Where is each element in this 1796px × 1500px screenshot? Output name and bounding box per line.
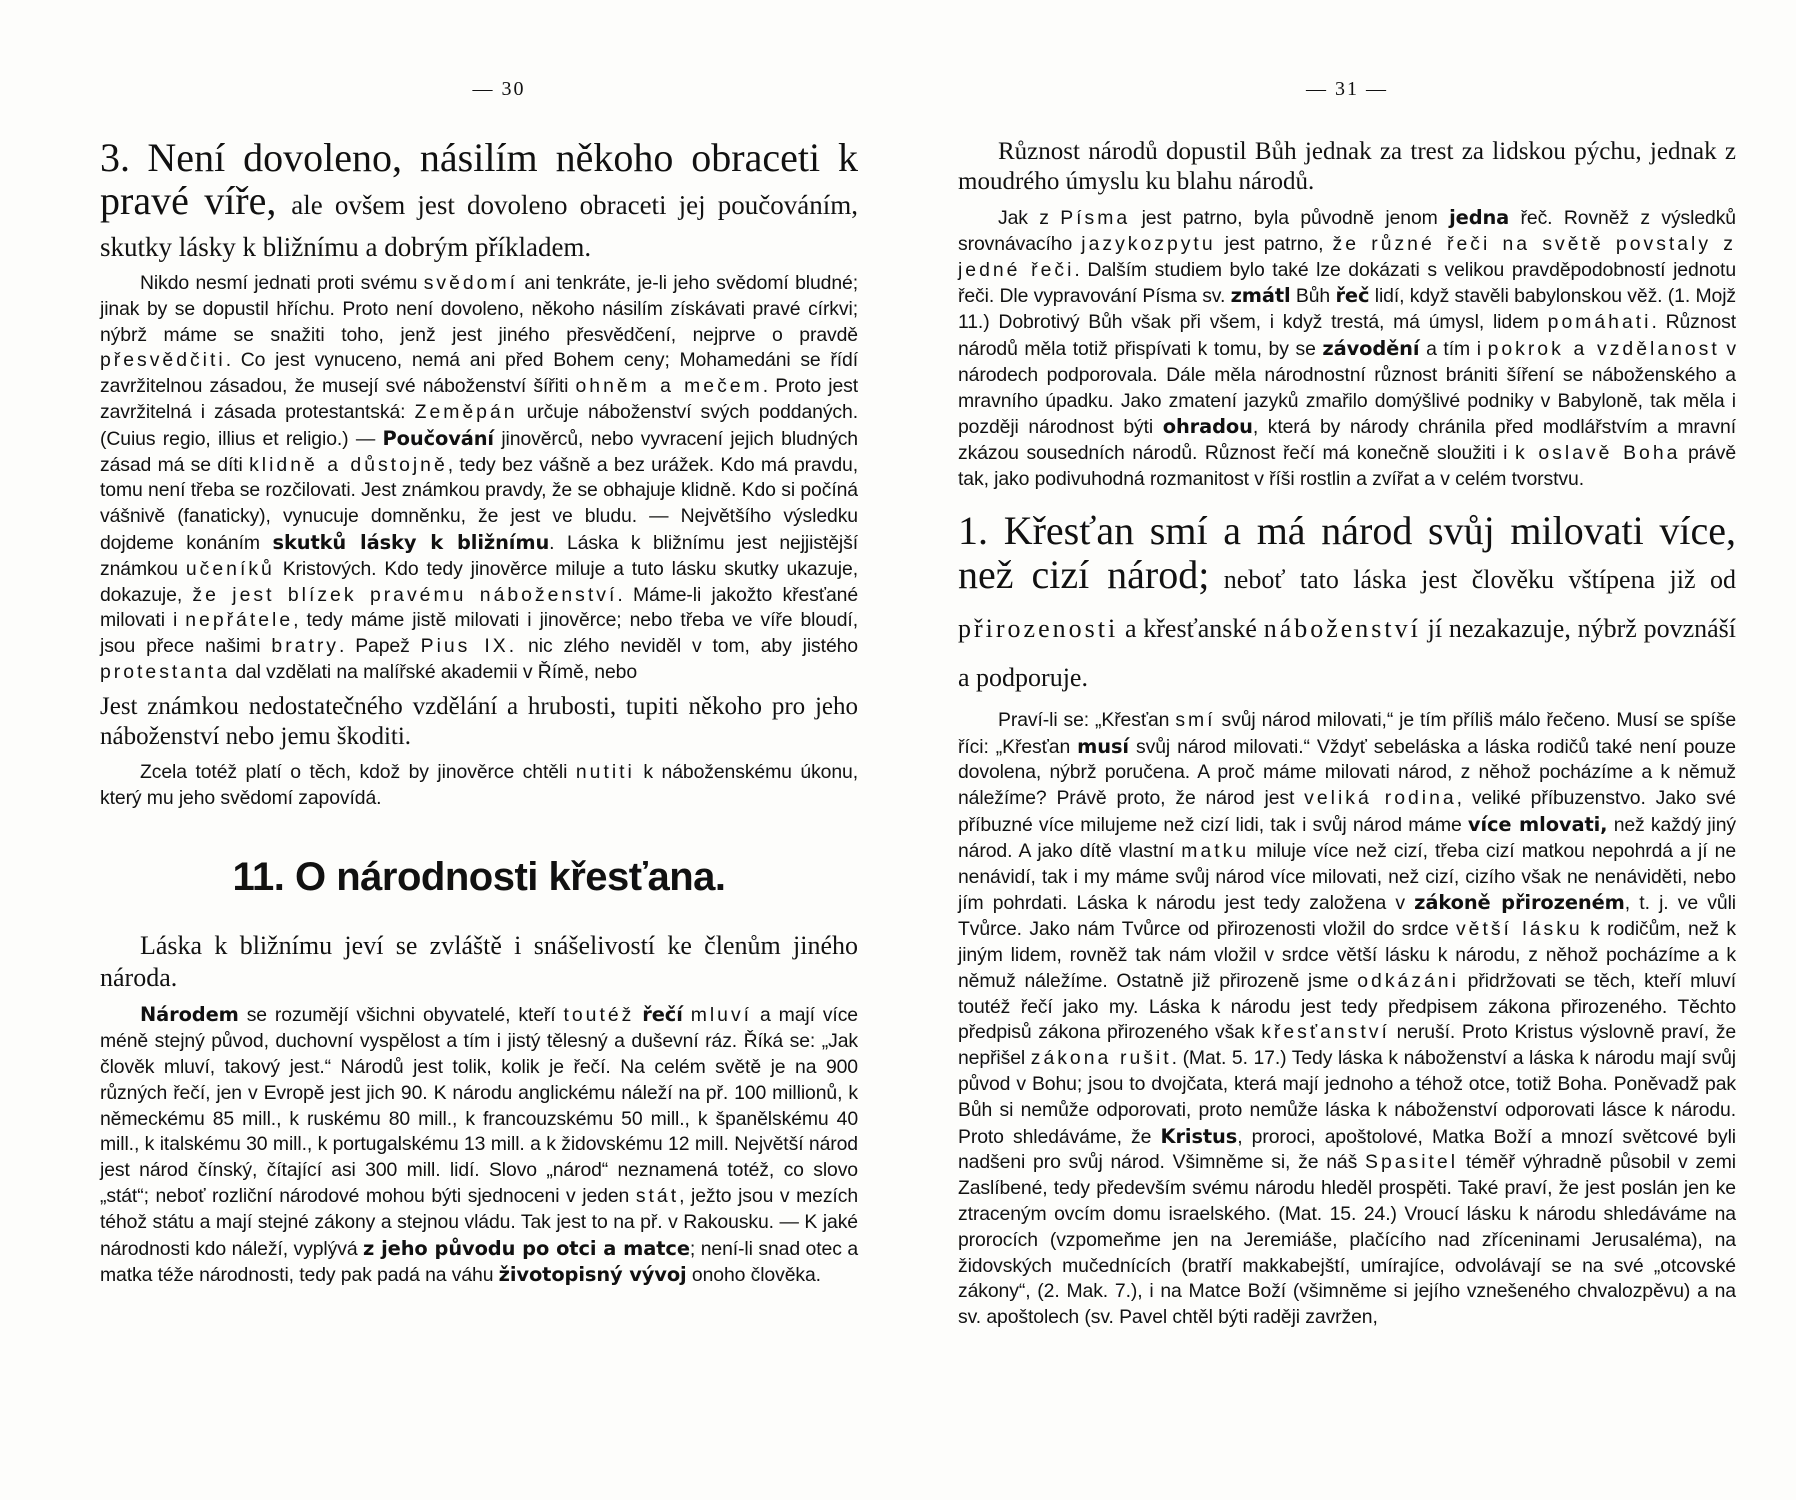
text-bold: řečí	[642, 1003, 683, 1027]
paragraph	[100, 271, 858, 686]
page-number: — 31 —	[1306, 78, 1388, 100]
text-run: Zcela totéž platí o těch, kdož by jinověrce chtěli	[140, 760, 576, 783]
text-run: . Co jest vynuceno, nemá ani před Bohem ceny; Mohamedáni se řídí zavržitelnou zásadou, že musejí své náboženství šířiti	[100, 349, 858, 398]
text-spaced: jazykozpytu	[1081, 232, 1216, 255]
heading-title: Křesťan smí a má národ svůj milovati více, než cizí národ;	[958, 507, 1737, 597]
text-run: a mají více méně stejný původ, duchovní vyspělost a tím i jistý tělesný a duševní ráz. Říká se: „Jak člověk mluví, takový jest.“ Národů jest tolik, kolik je řečí. Na celém světě je na 900 různých řečí, jen v Evropě jest jich 90. K národu anglickému náleží na př. 100 millionů, k německému 85 mill., k ruskému 80 mill., k francouzskému 50 mill., k španělskému 40 mill., k italskému 30 mill., k portugalskému 13 mill. a k židovskému 12 mill. Největší národ jest národ čínský, čítající asi 300 mill. lidí. Slovo „národ“ neznamená totéž, co slovo „stát“; neboť rozliční národové mohou býti sjednoceni v jeden	[100, 1004, 858, 1207]
text-run: Jak z	[998, 207, 1061, 229]
page-number: — 30	[472, 78, 526, 100]
text-run: se rozumějí všichni obyvatelé, kteří	[238, 1004, 564, 1027]
text-run: . (Mat. 5. 17.) Tedy láska k náboženství a láska k národu mají svůj původ v Bohu; jsou to dvojčata, která mají jednoho a téhož otce, totiž Boha. Poněvadž pak Bůh si nemůže odporovati, proto nemůže láska k náboženství odporovati lásce k národu. Proto shledáváme, že	[958, 1047, 1737, 1148]
text-run	[683, 1004, 691, 1026]
text-run: svůj národ milovati.“ Vždyť sebeláska a láska rodičů také není pouze dovolena, nýbrž poručena. A proč máme milovati národ, z něhož pocházíme a k němuž náležíme? Právě proto, že národ jest	[958, 735, 1736, 810]
text-run: svůj národ milovati,“ je tím příliš málo řečeno. Musí se spíše říci: „Křesťan	[958, 708, 1737, 758]
text-run: řeč. Rovněž z výsledků srovnávacího	[958, 207, 1736, 255]
text-bold: jedna	[1449, 206, 1510, 229]
text-bold: ohradou	[1162, 415, 1253, 439]
text-run: miluje více než cizí, třeba cizí matkou nepohrdá a jí ne nenávidí, tak i my máme svůj národ více milovati, než cizí, cizího však ne nenáviděti, nebo jím pohrdati. Láska k národu jest tedy založena v	[958, 839, 1736, 915]
text-run: k náboženskému úkonu, který mu jeho svědomí zapovídá.	[100, 760, 859, 809]
text-run: lidí, když stavěli babylonskou věž. (1. Mojž 11.) Dobrotivý Bůh však při všem, i když trestá, má úmysl, lidem	[958, 285, 1736, 334]
text-bold: skutků lásky k bližnímu	[272, 530, 550, 554]
text-run: Bůh	[1290, 285, 1336, 308]
text-run: v národech podporovala. Dále měla národnostní různost brániti šíření se náboženského a mravního úpadku. Jako zmatení jazyků zmařilo domýšlivé podniky v Babyloně, tak měla i později národnost býti	[958, 337, 1736, 439]
text-run: určuje náboženství svých poddaných. (Cuius regio, illius et religio.) —	[100, 400, 858, 450]
text-spaced: protestanta	[100, 660, 231, 683]
lead-statement: Různost národů dopustil Bůh jednak za trest za lidskou pýchu, jednak z moudrého úmyslu ku blahu národů.	[958, 138, 1736, 195]
text-run: než každý jiný národ. A jako dítě vlastní	[958, 813, 1736, 862]
paragraph	[958, 205, 1736, 493]
text-spaced: křesťanství	[1261, 1021, 1390, 1044]
heading-rest: jí nezakazuje, nýbrž povznáší a podporuje.	[958, 613, 1737, 692]
text-spaced: pomáhati	[1547, 311, 1652, 334]
heading-rest: ale ovšem jest dovoleno obraceti jej poučováním, skutky lásky k bližnímu a dobrým příkladem.	[100, 190, 858, 262]
text-bold: řeč	[1335, 284, 1370, 308]
text-run: jest patrno,	[1215, 232, 1333, 255]
text-bold: zmátl	[1230, 284, 1291, 308]
paragraph	[100, 1002, 858, 1289]
text-run: k rodičům, než k jiným lidem, rovněž tak nám vložil v srdce větší lásku k národu, z něhož pocházíme a k němuž náležíme. Ostatně již přirozeně jsme	[958, 918, 1736, 992]
text-run: , ježto jsou v mezích téhož státu a mají stejné zákony a stejnou vládu. Tak jest to na př. v Rakousku. — K jaké národnosti kdo náleží, vyplývá	[100, 1184, 859, 1260]
text-bold: zákoně přirozeném	[1414, 891, 1625, 915]
text-spaced: přesvědčiti	[100, 349, 226, 372]
text-run: . Láska k bližnímu jest nejjistější známkou	[100, 531, 858, 580]
heading-spaced: náboženství	[1263, 613, 1421, 643]
paragraph	[958, 708, 1736, 1331]
text-run: nic zlého neviděl v tom, aby jistého	[517, 635, 858, 658]
text-spaced: Zeměpán	[414, 400, 518, 423]
text-run: Nikdo nesmí jednati proti svému	[140, 272, 424, 294]
text-spaced: že jest blízek pravému náboženství	[192, 583, 618, 606]
text-run: právě tak, jako podivuhodná rozmanitost v říši rostlin a zvířat a v celém tvorstvu.	[958, 442, 1737, 490]
text-run: ; není-li snad otec a matka téže národnosti, tedy pak padá na váhu	[100, 1237, 859, 1287]
text-run: téměř výhradně působil v zemi Zaslíbené, tedy především svému národu hleděl prospěti. Také praví, že jest poslán jen ke ztraceným ovcím domu israelského. (Mat. 15. 24.) Vroucí lásku k národu shledáváme na prorocích (vzpomeňme jen na Jeremiáše, plačícího nad zříceninami Jerusaléma), na židovských mučednících (bratří makkabejští, umírajíce, odvolávají se na své „otcovské zákony“, (2. Mak. 7.), i na Matce Boží (všimněme si jejího vznešeného chvalozpěvu) a na sv. apoštolech (sv. Pavel chtěl býti raději zavržen,	[958, 1151, 1736, 1329]
heading-title: Není dovoleno, násilím někoho obraceti k pravé víře,	[100, 135, 858, 223]
section-heading	[100, 137, 858, 265]
heading-spaced: přirozenosti	[958, 613, 1119, 643]
text-run: přidržovati se těch, kteří mluví toutéž řečí jako my. Láska k národu jest tedy předpisem zákona přirozeného. Těchto předpisů zákona přirozeného však	[958, 969, 1737, 1044]
text-run: , veliké příbuzenstvo. Jako své příbuzné více milujeme než cizí lidi, tak i svůj národ máme	[958, 787, 1736, 836]
text-spaced: klidně a důstojně	[249, 453, 448, 476]
text-run: . Papež	[339, 635, 421, 658]
text-spaced: pokrok a vzdělanost	[1487, 337, 1720, 360]
text-run: , proroci, apoštolové, Matka Boží a mnozí světcové byli nadšeni pro svůj národ. Všimněme si, že náš	[958, 1125, 1736, 1174]
text-spaced: Písma	[1060, 207, 1131, 229]
chapter-title: 11. O národnosti křesťana.	[232, 855, 726, 900]
text-run: dal vzdělati na malířské akademii v Římě, nebo	[230, 660, 638, 683]
text-spaced: mluví	[690, 1004, 753, 1027]
text-run: . Dalším studiem bylo také lze dokázati s velikou pravděpodobností jednotu řeči. Dle vypravování Písma sv.	[958, 258, 1736, 308]
text-spaced: Spasitel	[1365, 1151, 1459, 1174]
text-run: jest patrno, byla původně jenom	[1130, 207, 1450, 229]
text-spaced: ohněm a mečem	[575, 375, 763, 398]
text-run: a tím i	[1419, 337, 1488, 360]
heading-rest: neboť tato láska jest člověku vštípena již od	[1209, 564, 1736, 594]
text-bold: Národem	[140, 1003, 239, 1027]
text-spaced: odkázáni	[1357, 969, 1459, 992]
text-run: . Máme-li jakožto křesťané milovati i	[100, 583, 858, 632]
text-run: , tedy máme jistě milovati i jinověrce; nebo třeba ve víře bloudí, jsou přece našimi	[100, 609, 858, 658]
text-bold: Kristus	[1160, 1124, 1238, 1148]
text-spaced: toutéž	[563, 1004, 635, 1027]
text-spaced: zákona rušit	[1030, 1047, 1172, 1070]
text-spaced: nepřátele	[185, 609, 294, 632]
text-spaced: svědomí	[423, 272, 518, 294]
text-spaced: nutiti	[575, 760, 635, 783]
text-bold: musí	[1077, 734, 1129, 758]
text-bold: více mlovati,	[1467, 812, 1608, 836]
text-spaced: stát	[635, 1184, 680, 1207]
text-run: jinověrců, nebo vyvracení jejich bludných zásad má se díti	[100, 427, 858, 476]
lead-statement: Jest známkou nedostatečného vzdělání a hrubosti, tupiti někoho pro jeho náboženství nebo jemu škoditi.	[100, 692, 858, 750]
text-run: . Různost národů měla totiž přispívati k tomu, by se	[958, 311, 1736, 360]
text-run: Praví-li se: „Křesťan	[998, 708, 1176, 731]
text-spaced: že různé řeči na světě povstaly z jedné řeči	[958, 232, 1737, 281]
text-spaced: větší lásku	[1455, 918, 1583, 941]
right-page	[898, 0, 1796, 1500]
heading-number: 3.	[100, 135, 130, 180]
text-bold: Poučování	[382, 426, 494, 450]
text-run: , t. j. ve vůli Tvůrce. Jako nám Tvůrce od přirozenosti vložil do srdce	[958, 892, 1736, 941]
text-run: , která by národy chránila před modlářstvím a mravní zkázou sousedních národů. Různost řečí má konečně sloužiti i	[958, 416, 1736, 465]
text-run: onoho člověka.	[686, 1264, 821, 1287]
text-bold: životopisný vývoj	[498, 1263, 687, 1287]
text-spaced: bratry	[271, 635, 339, 658]
section-heading	[958, 509, 1736, 700]
text-bold: závodění	[1322, 336, 1420, 360]
text-spaced: Pius IX.	[420, 635, 518, 658]
text-spaced: matku	[1181, 839, 1250, 862]
heading-number: 1.	[958, 507, 988, 553]
text-spaced: smí	[1175, 708, 1216, 731]
text-run: ani tenkráte, je-li jeho svědomí bludné; jinak by se dopustil hříchu. Proto není dovoleno, někoho násilím získávati pravé církvi; nýbrž máme se snažiti toho, jenž jest jiného přesvědčení, nejprve o pravdě	[100, 272, 859, 346]
text-spaced: učeníků	[185, 557, 275, 580]
text-bold: z jeho původu po otci a matce	[363, 1236, 690, 1260]
text-run: neruší. Proto Kristus výslovně praví, že nepřišel	[958, 1021, 1737, 1070]
text-run: Kristových. Kdo tedy jinověrce miluje a tuto lásku skutky ukazuje, dokazuje,	[100, 557, 858, 606]
text-spaced: k oslavě Boha	[1514, 442, 1681, 465]
paragraph	[100, 760, 858, 812]
text-run: . Proto jest zavržitelná i zásada protestantská:	[100, 375, 859, 423]
heading-rest: a křesťanské	[1118, 613, 1264, 643]
text-run: , tedy bez vášně a bez urážek. Kdo má pravdu, tomu není třeba se rozčilovati. Jest známkou pravdy, že se obhajuje klidně. Kdo si počíná vášnivě (fanaticky), vynucuje domněnku, že jest ve bludu. — Největšího výsledku dojdeme konáním	[100, 453, 858, 554]
text-spaced: veliká rodina	[1304, 787, 1457, 810]
chapter-lead: Láska k bližnímu jeví se zvláště i snášelivostí ke členům jiného národa.	[100, 931, 858, 993]
